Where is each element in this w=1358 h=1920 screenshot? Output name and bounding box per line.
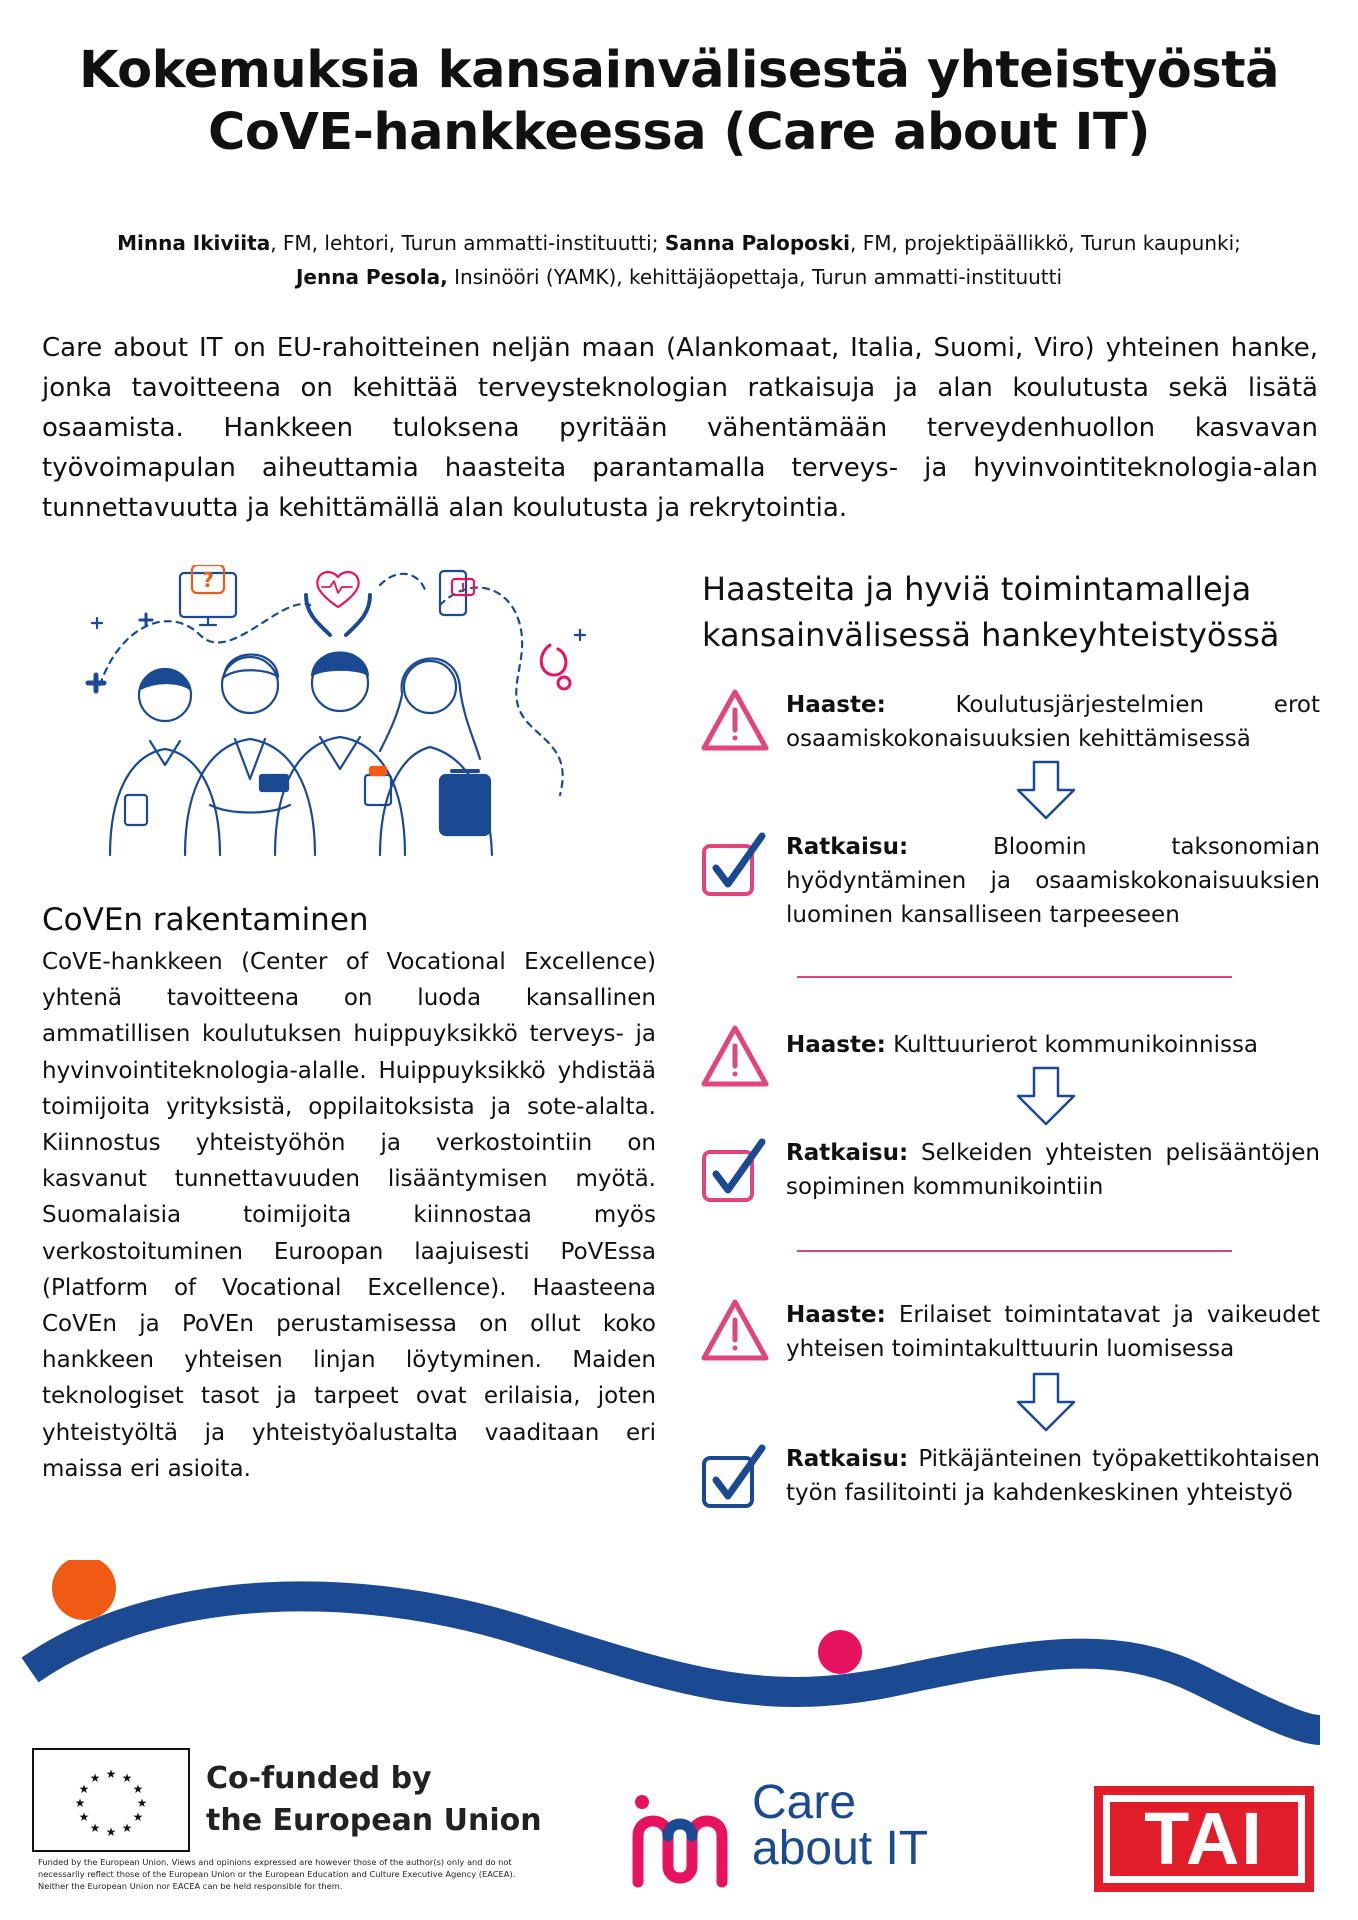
solution-text-1 xyxy=(786,830,1320,932)
solution-text-2 xyxy=(786,1136,1320,1204)
eu-flag-icon xyxy=(32,1748,190,1852)
svg-text:★: ★ xyxy=(78,1810,90,1824)
author-details-3: Insinööri (YAMK), kehittäjäopettaja, Turun ammatti-instituutti xyxy=(447,265,1063,289)
svg-text:★: ★ xyxy=(136,1796,148,1810)
healthcare-workers-illustration xyxy=(80,565,600,865)
checkmark-icon xyxy=(700,1442,770,1512)
down-arrow-icon xyxy=(1014,1064,1078,1128)
title-line-2: CoVE-hankkeessa (Care about IT) xyxy=(207,103,1151,162)
challenge-row-2 xyxy=(700,1022,1320,1102)
svg-text:★: ★ xyxy=(132,1810,144,1824)
solution-row-3 xyxy=(700,1442,1320,1522)
solution-value-1: Bloomin taksonomian hyödyntäminen ja osaamiskokonaisuuksien luominen kansalliseen tarpeeseen xyxy=(786,834,1320,928)
tai-logo xyxy=(1094,1786,1314,1892)
cofund-line-1: Co-funded by xyxy=(206,1761,432,1796)
solution-row-2 xyxy=(700,1136,1320,1216)
cofund-text xyxy=(206,1758,542,1842)
challenge-label-2: Haaste: xyxy=(786,1032,886,1058)
cofund-line-2: the European Union xyxy=(206,1803,542,1838)
right-section-heading xyxy=(702,566,1279,658)
svg-text:★: ★ xyxy=(89,1821,101,1835)
warning-icon xyxy=(700,686,770,756)
title-line-1: Kokemuksia kansainvälisestä yhteistyöstä xyxy=(78,41,1279,100)
author-name-1: Minna Ikiviita xyxy=(117,231,271,255)
left-section-heading: CoVEn rakentaminen xyxy=(42,902,369,938)
authors xyxy=(30,226,1328,294)
intro-paragraph: Care about IT on EU-rahoitteinen neljän maan (Alankomaat, Italia, Suomi, Viro) yhteinen hanke, jonka tavoitteena on kehittää terveysteknologian ratkaisuja ja alan koulutusta sekä lisätä osaamista. Hankkeen tuloksena pyritään vähentämään terveydenhuollon kasvavan työvoimapulan aiheuttamia haasteita parantamalla terveys- ja hyvinvointiteknologia-alan tunnettavuutta ja kehittämällä alan koulutusta ja rekrytointia. xyxy=(42,333,1318,523)
svg-text:★: ★ xyxy=(78,1782,90,1796)
author-name-3: Jenna Pesola, xyxy=(295,265,448,289)
challenge-text-2 xyxy=(786,1028,1320,1062)
checkmark-icon xyxy=(700,830,770,900)
tai-logo-text: TAI xyxy=(1110,1802,1298,1876)
decorative-wave xyxy=(0,1560,1358,1760)
author-details-1: , FM, lehtori, Turun ammatti-instituutti; xyxy=(270,231,665,255)
svg-text:★: ★ xyxy=(105,1767,117,1781)
warning-icon xyxy=(700,1022,770,1092)
challenge-label-3: Haaste: xyxy=(786,1302,886,1328)
down-arrow-icon xyxy=(1014,1370,1078,1434)
svg-text:?: ? xyxy=(202,568,214,592)
challenge-label-1: Haaste: xyxy=(786,692,886,718)
care-logo-line-1: Care xyxy=(752,1776,857,1829)
solution-value-2: Selkeiden yhteisten pelisääntöjen sopiminen kommunikointiin xyxy=(786,1140,1320,1200)
warning-icon xyxy=(700,1296,770,1366)
challenge-text-3 xyxy=(786,1298,1320,1366)
challenge-text-1 xyxy=(786,688,1320,756)
author-details-2: , FM, projektipäällikkö, Turun kaupunki; xyxy=(849,231,1241,255)
care-about-it-logo-mark xyxy=(628,1786,740,1892)
right-heading-line-2: kansainvälisessä hankeyhteistyössä xyxy=(702,616,1280,654)
svg-text:★: ★ xyxy=(132,1782,144,1796)
solution-value-3: Pitkäjänteinen työpakettikohtaisen työn fasilitointi ja kahdenkeskinen yhteistyö xyxy=(786,1446,1320,1506)
author-name-2: Sanna Paloposki xyxy=(664,231,850,255)
section-divider-1 xyxy=(797,976,1232,978)
section-divider-2 xyxy=(797,1250,1232,1252)
solution-label-1: Ratkaisu: xyxy=(786,834,909,860)
svg-text:★: ★ xyxy=(105,1825,117,1839)
funding-disclaimer: Funded by the European Union. Views and opinions expressed are however those of the author(s) only and do not necessarily reflect those of the European Union or the European Education and Culture Executive Agency (EACEA). Neither the European Union nor EACEA can be held responsible for them. xyxy=(38,1857,516,1891)
checkmark-icon xyxy=(700,1136,770,1206)
right-heading-line-1: Haasteita ja hyviä toimintamalleja xyxy=(702,570,1252,608)
svg-text:★: ★ xyxy=(74,1796,86,1810)
solution-label-3: Ratkaisu: xyxy=(786,1446,909,1472)
page-title xyxy=(30,40,1328,164)
challenge-value-3: Erilaiset toimintatavat ja vaikeudet yhteisen toimintakulttuurin luomisessa xyxy=(786,1302,1320,1362)
svg-text:★: ★ xyxy=(121,1821,133,1835)
challenge-row-1 xyxy=(700,686,1320,766)
svg-text:★: ★ xyxy=(89,1771,101,1785)
solution-row-1 xyxy=(700,830,1320,928)
solution-text-3 xyxy=(786,1442,1320,1510)
svg-text:★: ★ xyxy=(121,1771,133,1785)
left-section-text: CoVE-hankkeen (Center of Vocational Excellence) yhtenä tavoitteena on luoda kansallinen ammatillisen koulutuksen huippuyksikkö terveys- ja hyvinvointiteknologia-alalle. Huippuyksikkö yhdistää toimijoita yrityksistä, oppilaitoksista ja sote-alalta. Kiinnostus yhteistyöhön ja verkostointiin on kasvanut tunnettavuuden lisääntymisen myötä. Suomalaisia toimijoita kiinnostaa myös verkostoituminen Euroopan laajuisesti PoVEssa (Platform of Vocational Excellence). Haasteena CoVEn ja PoVEn perustamisessa on ollut koko hankkeen yhteisen linjan löytyminen. Maiden teknologiset tasot ja tarpeet ovat erilaisia, joten yhteistyöltä ja yhteistyöalustalta vaaditaan eri maissa eri asioita. xyxy=(42,949,656,1482)
svg-text:!: ! xyxy=(460,581,466,595)
challenge-value-1: Koulutusjärjestelmien erot osaamiskokonaisuuksien kehittämisessä xyxy=(786,692,1320,752)
down-arrow-icon xyxy=(1014,758,1078,822)
challenge-value-2: Kulttuurierot kommunikoinnissa xyxy=(885,1032,1259,1058)
care-logo-line-2: about IT xyxy=(752,1822,929,1875)
solution-label-2: Ratkaisu: xyxy=(786,1140,909,1166)
challenge-row-3 xyxy=(700,1296,1320,1376)
care-about-it-logo-text xyxy=(752,1776,929,1875)
